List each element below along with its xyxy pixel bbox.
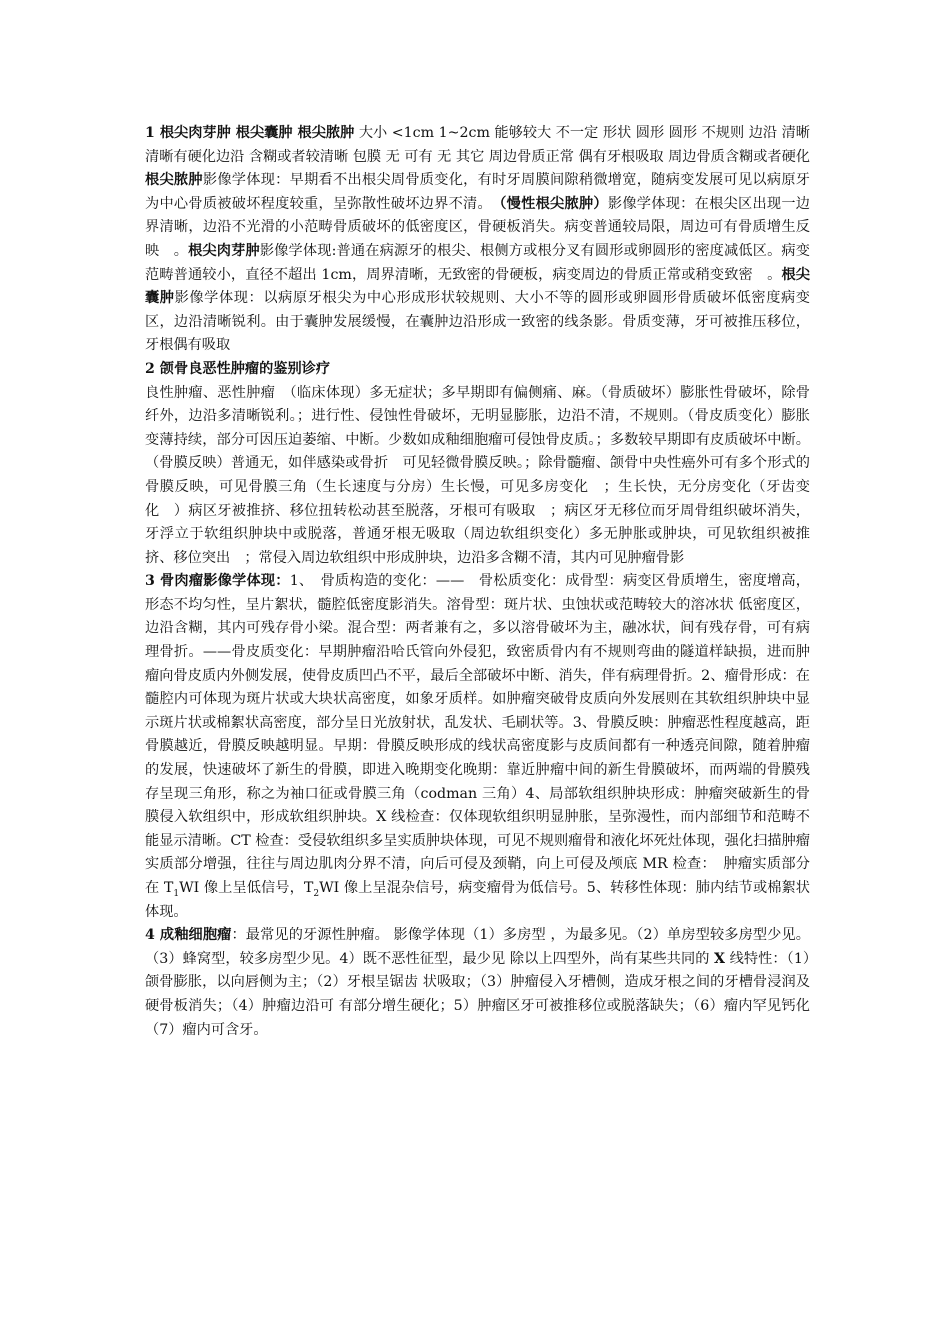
text-run: WI 像上呈混杂信号，病变瘤骨为低信号。5、转移性体现：肺内结节或棉絮状体现。 [145, 880, 810, 920]
bold-text-run: X [714, 950, 726, 967]
subscript-run: 2 [313, 888, 320, 899]
text-run: WI 像上呈低信号，T [179, 880, 314, 896]
text-run: 影像学体现：以病原牙根尖为中心形成形状较规则、大小不等的圆形或卵圆形骨质破坏低密度病变区，边沿清晰锐利。由于囊肿发展缓慢，在囊肿边沿形成一致密的线条影。骨质变薄，牙可被推压移位，牙根偶有吸取 [145, 290, 810, 354]
bold-text-run: 根尖肉芽肿 [188, 242, 260, 259]
subscript-run: 1 [173, 888, 180, 899]
bold-text-run: 4 成釉细胞瘤 [145, 927, 232, 944]
bold-text-run: 根尖脓肿 [145, 172, 203, 189]
section-benign-malignant-comparison [145, 382, 810, 571]
text-run: 大小 <1cm 1~2cm 能够较大 不一定 形状 圆形 圆形 不规则 边沿 清晰 清晰有硬化边沿 含糊或者较清晰 包膜 无 可有 无 其它 周边骨质正常 偶有牙根吸取 周边骨质含糊或者硬化 [145, 125, 810, 165]
bold-text-run: 2 颌骨良恶性肿瘤的鉴别诊疗 [145, 360, 331, 377]
document-page [145, 122, 810, 1042]
text-run: 良性肿瘤、恶性肿瘤 （临床体现）多无症状；多早期即有偏侧痛、麻。（骨质破坏）膨胀性骨破坏，除骨纤外，边沿多清晰锐利。；进行性、侵蚀性骨破坏，无明显膨胀，边沿不清，不规则。（骨皮质变化）膨胀变薄持续，部分可因压迫萎缩、中断。少数如成釉细胞瘤可侵蚀骨皮质。；多数较早期即有皮质破坏中断。（骨膜反映）普通无，如伴感染或骨折 可见轻微骨膜反映。；除骨髓瘤、颌骨中央性癌外可有多个形式的骨膜反映，可见骨膜三角（生长速度与分房）生长慢，可见多房变化 ；生长快，无分房变化（牙齿变化 ）病区牙被推挤、移位扭转松动甚至脱落，牙根可有吸取 ；病区牙无移位而牙周骨组织破坏消失，牙浮立于软组织肿块中或脱落，普通牙根无吸取（周边软组织变化）多无肿胀或肿块，可见软组织被推挤、移位突出 ；常侵入周边软组织中形成肿块，边沿多含糊不清，其内可见肿瘤骨影 [145, 384, 810, 566]
text-run: 影像学体现：早期看不出根尖周骨质变化，有时牙周膜间隙稍微增宽，随病变发展可见以病原牙为中心骨质被破坏程度较重，呈弥散性破坏边界不清。 [145, 172, 810, 212]
bold-text-run: 3 骨肉瘤影像学体现： [145, 573, 290, 590]
text-run: ：最常见的牙源性肿瘤。 影像学体现（1）多房型 ，为最多见。（2）单房型较多房型少见。（3）蜂窝型，较多房型少见。4）既不恶性征型，最少见 除以上四型外，尚有某些共同的 [145, 927, 810, 967]
section-periapical-lesions [145, 122, 810, 358]
bold-text-run: （慢性根尖脓肿） [499, 195, 608, 212]
bold-text-run: 根尖囊肿 [145, 266, 810, 307]
bold-text-run: 1 根尖肉芽肿 根尖囊肿 根尖脓肿 [145, 125, 355, 141]
section-ameloblastoma [145, 924, 810, 1042]
text-run: 1、 骨质构造的变化：—— 骨松质变化：成骨型：病变区骨质增生，密度增高，形态不均匀性，呈片絮状，髓腔低密度影消失。溶骨型：斑片状、虫蚀状或范畴较大的溶冰状 低密度区，边沿含糊，其内可残存骨小梁。混合型：两者兼有之，多以溶骨破坏为主，融冰状，间有残存骨，可有病理骨折。——骨皮质变化：早期肿瘤沿哈氏管向外侵犯，致密质骨内有不规则弯曲的隧道样缺损，进而肿瘤向骨皮质内外侧发展，使骨皮质凹凸不平，最后全部破坏中断、消失，伴有病理骨折。2、瘤骨形成：在髓腔内可体现为斑片状或大块状高密度，如象牙质样。如肿瘤突破骨皮质向外发展则在其软组织肿块中显示斑片状或棉絮状高密度，部分呈日光放射状，乱发状、毛刷状等。3、骨膜反映：肿瘤恶性程度越高，距骨膜越近，骨膜反映越明显。早期：骨膜反映形成的线状高密度影与皮质间都有一种透亮间隙，随着肿瘤的发展，快速破坏了新生的骨膜，即进入晚期变化晚期：靠近肿瘤中间的新生骨膜破坏，而两端的骨膜残存呈现三角形，称之为袖口征或骨膜三角（codman 三角）4、局部软组织肿块形成：肿瘤突破新生的骨膜侵入软组织中，形成软组织肿块。X 线检查：仅体现软组织明显肿胀，呈弥漫性，而内部细节和范畴不能显示清晰。CT 检查：受侵软组织多呈实质肿块体现，可见不规则瘤骨和液化坏死灶体现，强化扫描肿瘤实质部分增强，往往与周边肌肉分界不清，向后可侵及颈鞘，向上可侵及颅底 MR 检查： 肿瘤实质部分在 T [145, 573, 810, 896]
text-run: 影像学体现:普通在病源牙的根尖、根侧方或根分叉有圆形或卵圆形的密度减低区。病变范畴普通较小，直径不超出 1cm，周界清晰，无致密的骨硬板，病变周边的骨质正常或稍变致密 。 [145, 242, 810, 283]
text-run: 影像学体现：在根尖区出现一边界清晰，边沿不光滑的小范畴骨质破坏的低密度区，骨硬板消失。病变普通较局限，周边可有骨质增生反映 。 [145, 195, 810, 259]
section-heading-jaw-tumor-diagnosis [145, 358, 810, 382]
text-run: 线特性：（1）颌骨膨胀，以向唇侧为主；（2）牙根呈锯齿 状吸取；（3）肿瘤侵入牙槽侧，造成牙根之间的牙槽骨浸润及硬骨板消失；（4）肿瘤边沿可 有部分增生硬化；5）肿瘤区牙可被推移位或脱落缺失；（6）瘤内罕见钙化（7）瘤内可含牙。 [145, 950, 810, 1038]
section-osteosarcoma-imaging [145, 570, 810, 924]
